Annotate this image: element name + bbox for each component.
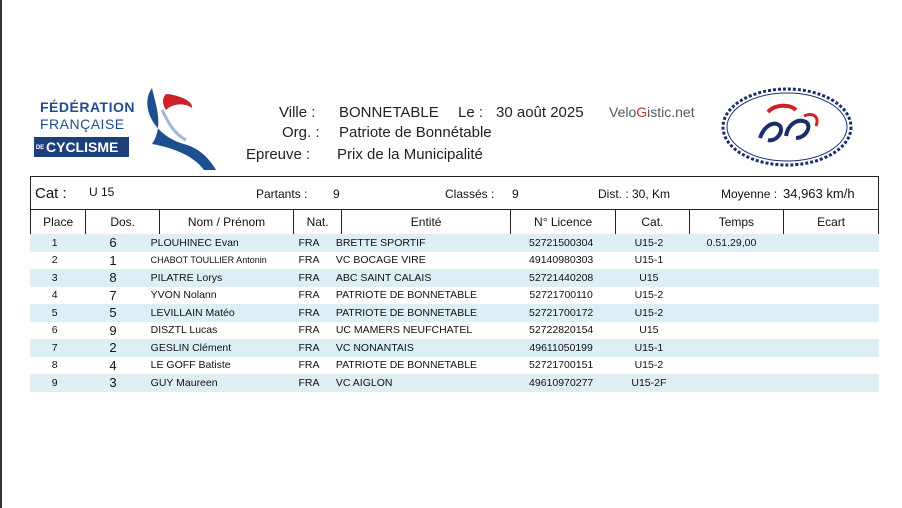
cell-ecart (793, 287, 879, 305)
cell-dos: 1 (109, 252, 117, 268)
cell-temps (685, 269, 793, 287)
col-licence: N° Licence (511, 210, 616, 235)
cell-temps (685, 287, 793, 305)
ffc-cyclisme-band (34, 137, 129, 157)
cell-dos: 3 (79, 374, 146, 392)
velogistic-brand: VeloGistic.net (609, 104, 695, 120)
cell-cat: U15-2 (613, 234, 685, 252)
col-nat: Nat. (293, 210, 341, 235)
cell-cat: U15-2 (634, 289, 664, 302)
cell-dos: 8 (79, 269, 146, 287)
col-dos: Dos. (86, 210, 160, 235)
col-temps: Temps (689, 210, 784, 235)
cell-place: 3 (30, 269, 79, 287)
cell-entite: PATRIOTE DE BONNETABLE (335, 359, 478, 372)
table-row (30, 304, 879, 322)
cell-nat: FRA (298, 359, 320, 372)
cell-place: 1 (30, 234, 79, 252)
cell-ecart (793, 234, 879, 252)
cell-temps (685, 357, 793, 375)
cell-ecart (793, 339, 879, 357)
cell-cat: U15-2 (613, 304, 685, 322)
cell-nom: YVON Nolann (150, 289, 217, 302)
cell-licence: 52721500304 (509, 234, 613, 252)
cell-cat: U15-2F (613, 374, 685, 392)
cell-licence: 52721440208 (509, 269, 613, 287)
cell-cat: U15 (613, 269, 685, 287)
cell-licence: 49140980303 (529, 254, 594, 267)
cell-ecart (793, 357, 879, 375)
club-logo-icon (720, 86, 854, 168)
cell-temps (685, 304, 793, 322)
cell-ecart (793, 304, 879, 322)
cell-entite: UC MAMERS NEUFCHATEL (335, 324, 473, 337)
ffc-line3: CYCLISME (46, 139, 119, 155)
cell-dos: 6 (79, 234, 146, 252)
cell-nom: LEVILLAIN Matéo (147, 304, 287, 322)
cell-place: 9 (30, 374, 79, 392)
col-place: Place (31, 210, 86, 235)
cell-temps: 0.51.29,00 (685, 234, 793, 252)
cell-ecart (793, 269, 879, 287)
cell-licence: 52721700110 (529, 289, 593, 302)
cell-nom: PILATRE Lorys (147, 269, 287, 287)
cell-licence: 49611050199 (509, 339, 613, 357)
results-header (30, 209, 879, 235)
cell-place: 7 (30, 339, 79, 357)
table-row (30, 322, 879, 340)
cell-entite: BRETTE SPORTIF (332, 234, 509, 252)
cell-licence: 52721700151 (529, 359, 594, 372)
cell-cat: U15-1 (634, 254, 664, 267)
table-row (30, 287, 879, 305)
cell-entite: PATRIOTE DE BONNETABLE (335, 289, 478, 302)
cell-place: 2 (51, 254, 58, 267)
cell-temps (685, 339, 793, 357)
table-row (30, 339, 879, 357)
date-value: 30 août 2025 (496, 104, 584, 121)
org-value: Patriote de Bonnétable (339, 124, 492, 141)
classes-label: Classés : (445, 187, 495, 201)
cell-temps (685, 252, 793, 270)
cell-nat: FRA (286, 234, 332, 252)
cell-dos: 5 (79, 304, 146, 322)
table-row (30, 357, 879, 375)
le-label: Le : (458, 104, 484, 121)
epreuve-value: Prix de la Municipalité (337, 146, 483, 163)
cell-cat: U15-2 (634, 359, 664, 372)
cell-nom: LE GOFF Batiste (150, 359, 231, 372)
cell-licence: 52721700172 (509, 304, 613, 322)
cell-temps (685, 322, 793, 340)
table-row (30, 374, 879, 392)
cat-value: U 15 (89, 185, 115, 199)
epreuve-label: Epreuve : (246, 146, 311, 163)
results-table (30, 234, 879, 392)
moyenne-label: Moyenne : (721, 187, 778, 201)
col-name: Nom / Prénom (160, 210, 294, 235)
cell-place: 5 (30, 304, 79, 322)
col-cat: Cat. (616, 210, 689, 235)
cell-nat: FRA (286, 374, 332, 392)
cell-entite: PATRIOTE DE BONNETABLE (332, 304, 509, 322)
cell-nom: CHABOT TOULLIER Antonin (150, 255, 267, 266)
cell-ecart (793, 322, 879, 340)
ffc-de: DE (35, 144, 45, 151)
moyenne-value: 34,963 km/h (783, 186, 855, 201)
table-row (30, 269, 879, 287)
cell-nat: FRA (298, 324, 320, 337)
classes-value: 9 (512, 187, 519, 201)
ville-value: BONNETABLE (339, 104, 439, 121)
page-left-border (0, 0, 2, 508)
cell-entite: VC NONANTAIS (332, 339, 509, 357)
cell-nat: FRA (286, 304, 332, 322)
cell-place: 4 (51, 289, 58, 302)
cell-entite: VC BOCAGE VIRE (335, 254, 426, 267)
col-entite: Entité (342, 210, 511, 235)
cell-nom: GESLIN Clément (147, 339, 287, 357)
col-ecart: Ecart (784, 210, 879, 235)
category-summary-row (30, 176, 879, 209)
cell-ecart (793, 374, 879, 392)
cell-dos: 4 (109, 357, 117, 373)
cell-nat: FRA (298, 254, 320, 267)
partants-label: Partants : (256, 187, 308, 201)
cell-nat: FRA (298, 289, 320, 302)
cell-ecart (793, 252, 879, 270)
cell-nom: PLOUHINEC Evan (147, 234, 287, 252)
ffc-line2: FRANÇAISE (40, 116, 125, 132)
cell-cat: U15-1 (613, 339, 685, 357)
cell-dos: 7 (109, 287, 117, 303)
ville-label: Ville : (279, 104, 316, 121)
cell-dos: 9 (109, 322, 117, 338)
cell-entite: ABC SAINT CALAIS (332, 269, 509, 287)
ffc-line1: FÉDÉRATION (40, 99, 135, 115)
table-row (30, 234, 879, 252)
cell-place: 8 (51, 359, 58, 372)
cell-nat: FRA (286, 339, 332, 357)
cell-nom: DISZTL Lucas (150, 324, 218, 337)
distance: Dist. : 30, Km (598, 187, 671, 201)
cell-dos: 2 (79, 339, 146, 357)
cell-licence: 49610970277 (509, 374, 613, 392)
cell-temps (685, 374, 793, 392)
partants-value: 9 (333, 187, 340, 201)
cell-nom: GUY Maureen (147, 374, 287, 392)
cat-label: Cat : (35, 185, 67, 202)
cell-cat: U15 (639, 324, 659, 337)
cell-licence: 52722820154 (529, 324, 594, 337)
cell-nat: FRA (286, 269, 332, 287)
cell-entite: VC AIGLON (332, 374, 509, 392)
cell-place: 6 (51, 324, 58, 337)
org-label: Org. : (282, 124, 320, 141)
table-row (30, 252, 879, 270)
